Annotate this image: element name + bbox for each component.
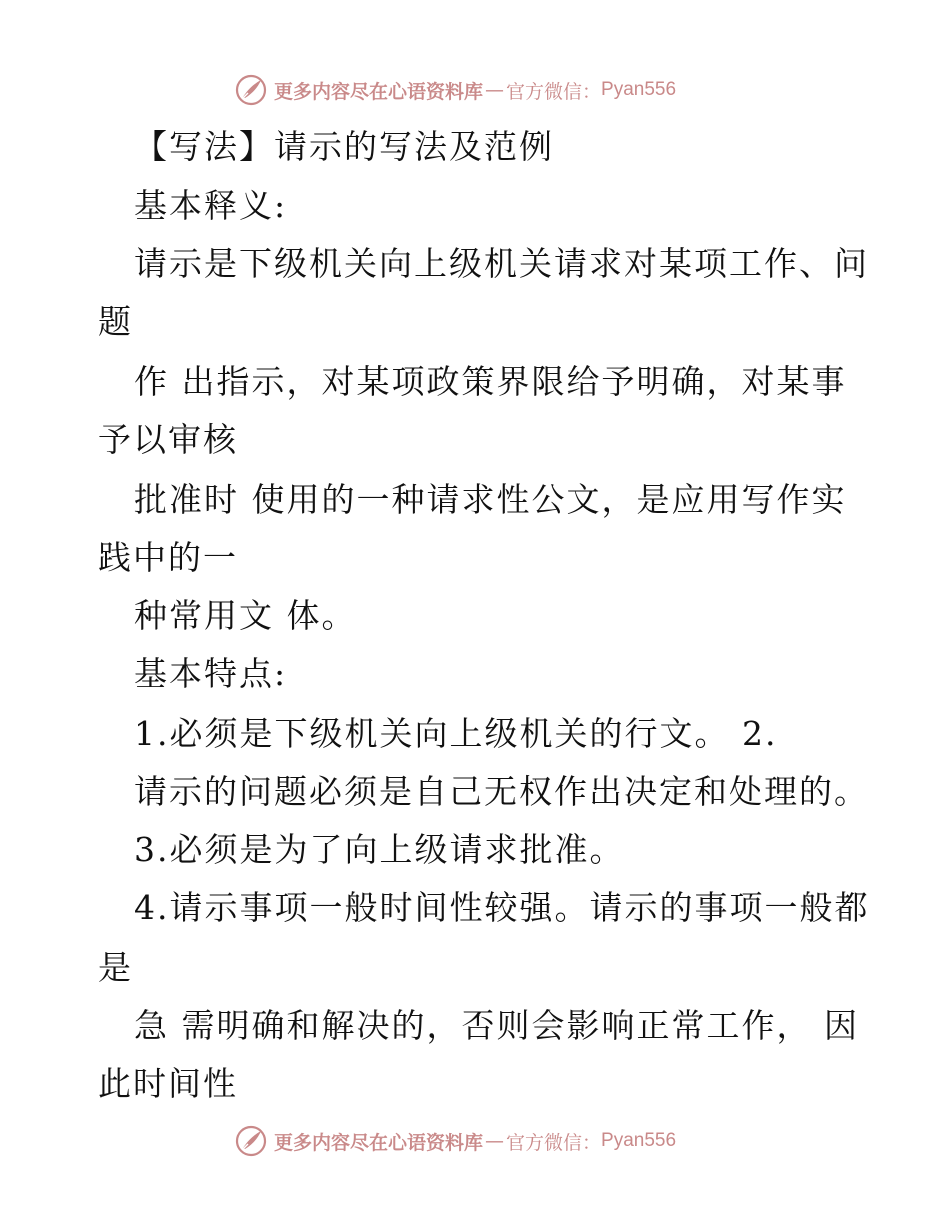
paragraph-line: 种常用文 体。 — [134, 596, 357, 635]
list-item: 急 需明确和解决的，否则会影响正常工作， 因 — [134, 1006, 859, 1045]
paragraph-line: 题 — [98, 302, 133, 341]
list-item: 1.必须是下级机关向上级机关的行文。 2. — [134, 714, 778, 753]
watermark-wechat-handle: Pyan556 — [601, 79, 677, 100]
paragraph-line: 请示是下级机关向上级机关请求对某项工作、问 — [134, 244, 869, 283]
document-title: 【写法】请示的写法及范例 — [134, 127, 554, 166]
watermark-dash: — — [485, 1130, 505, 1152]
watermark-wechat-label: 官方微信： — [506, 1131, 602, 1154]
paragraph-line: 作 出指示，对某项政策界限给予明确，对某事 — [134, 362, 847, 401]
watermark-site-text: 更多内容尽在心语资料库 — [274, 80, 484, 103]
feather-pen-seal-icon — [234, 1124, 268, 1158]
paragraph-line: 批准时 使用的一种请求性公文，是应用写作实 — [134, 480, 847, 519]
list-item: 此时间性 — [98, 1064, 238, 1103]
list-item: 4.请示事项一般时间性较强。请示的事项一般都 — [134, 888, 870, 927]
watermark-header — [234, 72, 676, 108]
watermark-dash: — — [485, 79, 505, 101]
paragraph-line: 予以审核 — [98, 420, 238, 459]
watermark-footer — [234, 1123, 676, 1159]
section-heading-basic-features: 基本特点: — [134, 654, 288, 693]
watermark-wechat-label: 官方微信： — [506, 80, 602, 103]
watermark-site-text: 更多内容尽在心语资料库 — [274, 1131, 484, 1154]
paragraph-line: 践中的一 — [98, 538, 238, 577]
list-item: 是 — [98, 948, 133, 987]
section-heading-basic-definition: 基本释义: — [134, 186, 288, 225]
feather-pen-seal-icon — [234, 73, 268, 107]
list-item: 3.必须是为了向上级请求批准。 — [134, 830, 625, 869]
watermark-wechat-handle: Pyan556 — [601, 1130, 677, 1151]
list-item: 请示的问题必须是自己无权作出决定和处理的。 — [134, 772, 869, 811]
